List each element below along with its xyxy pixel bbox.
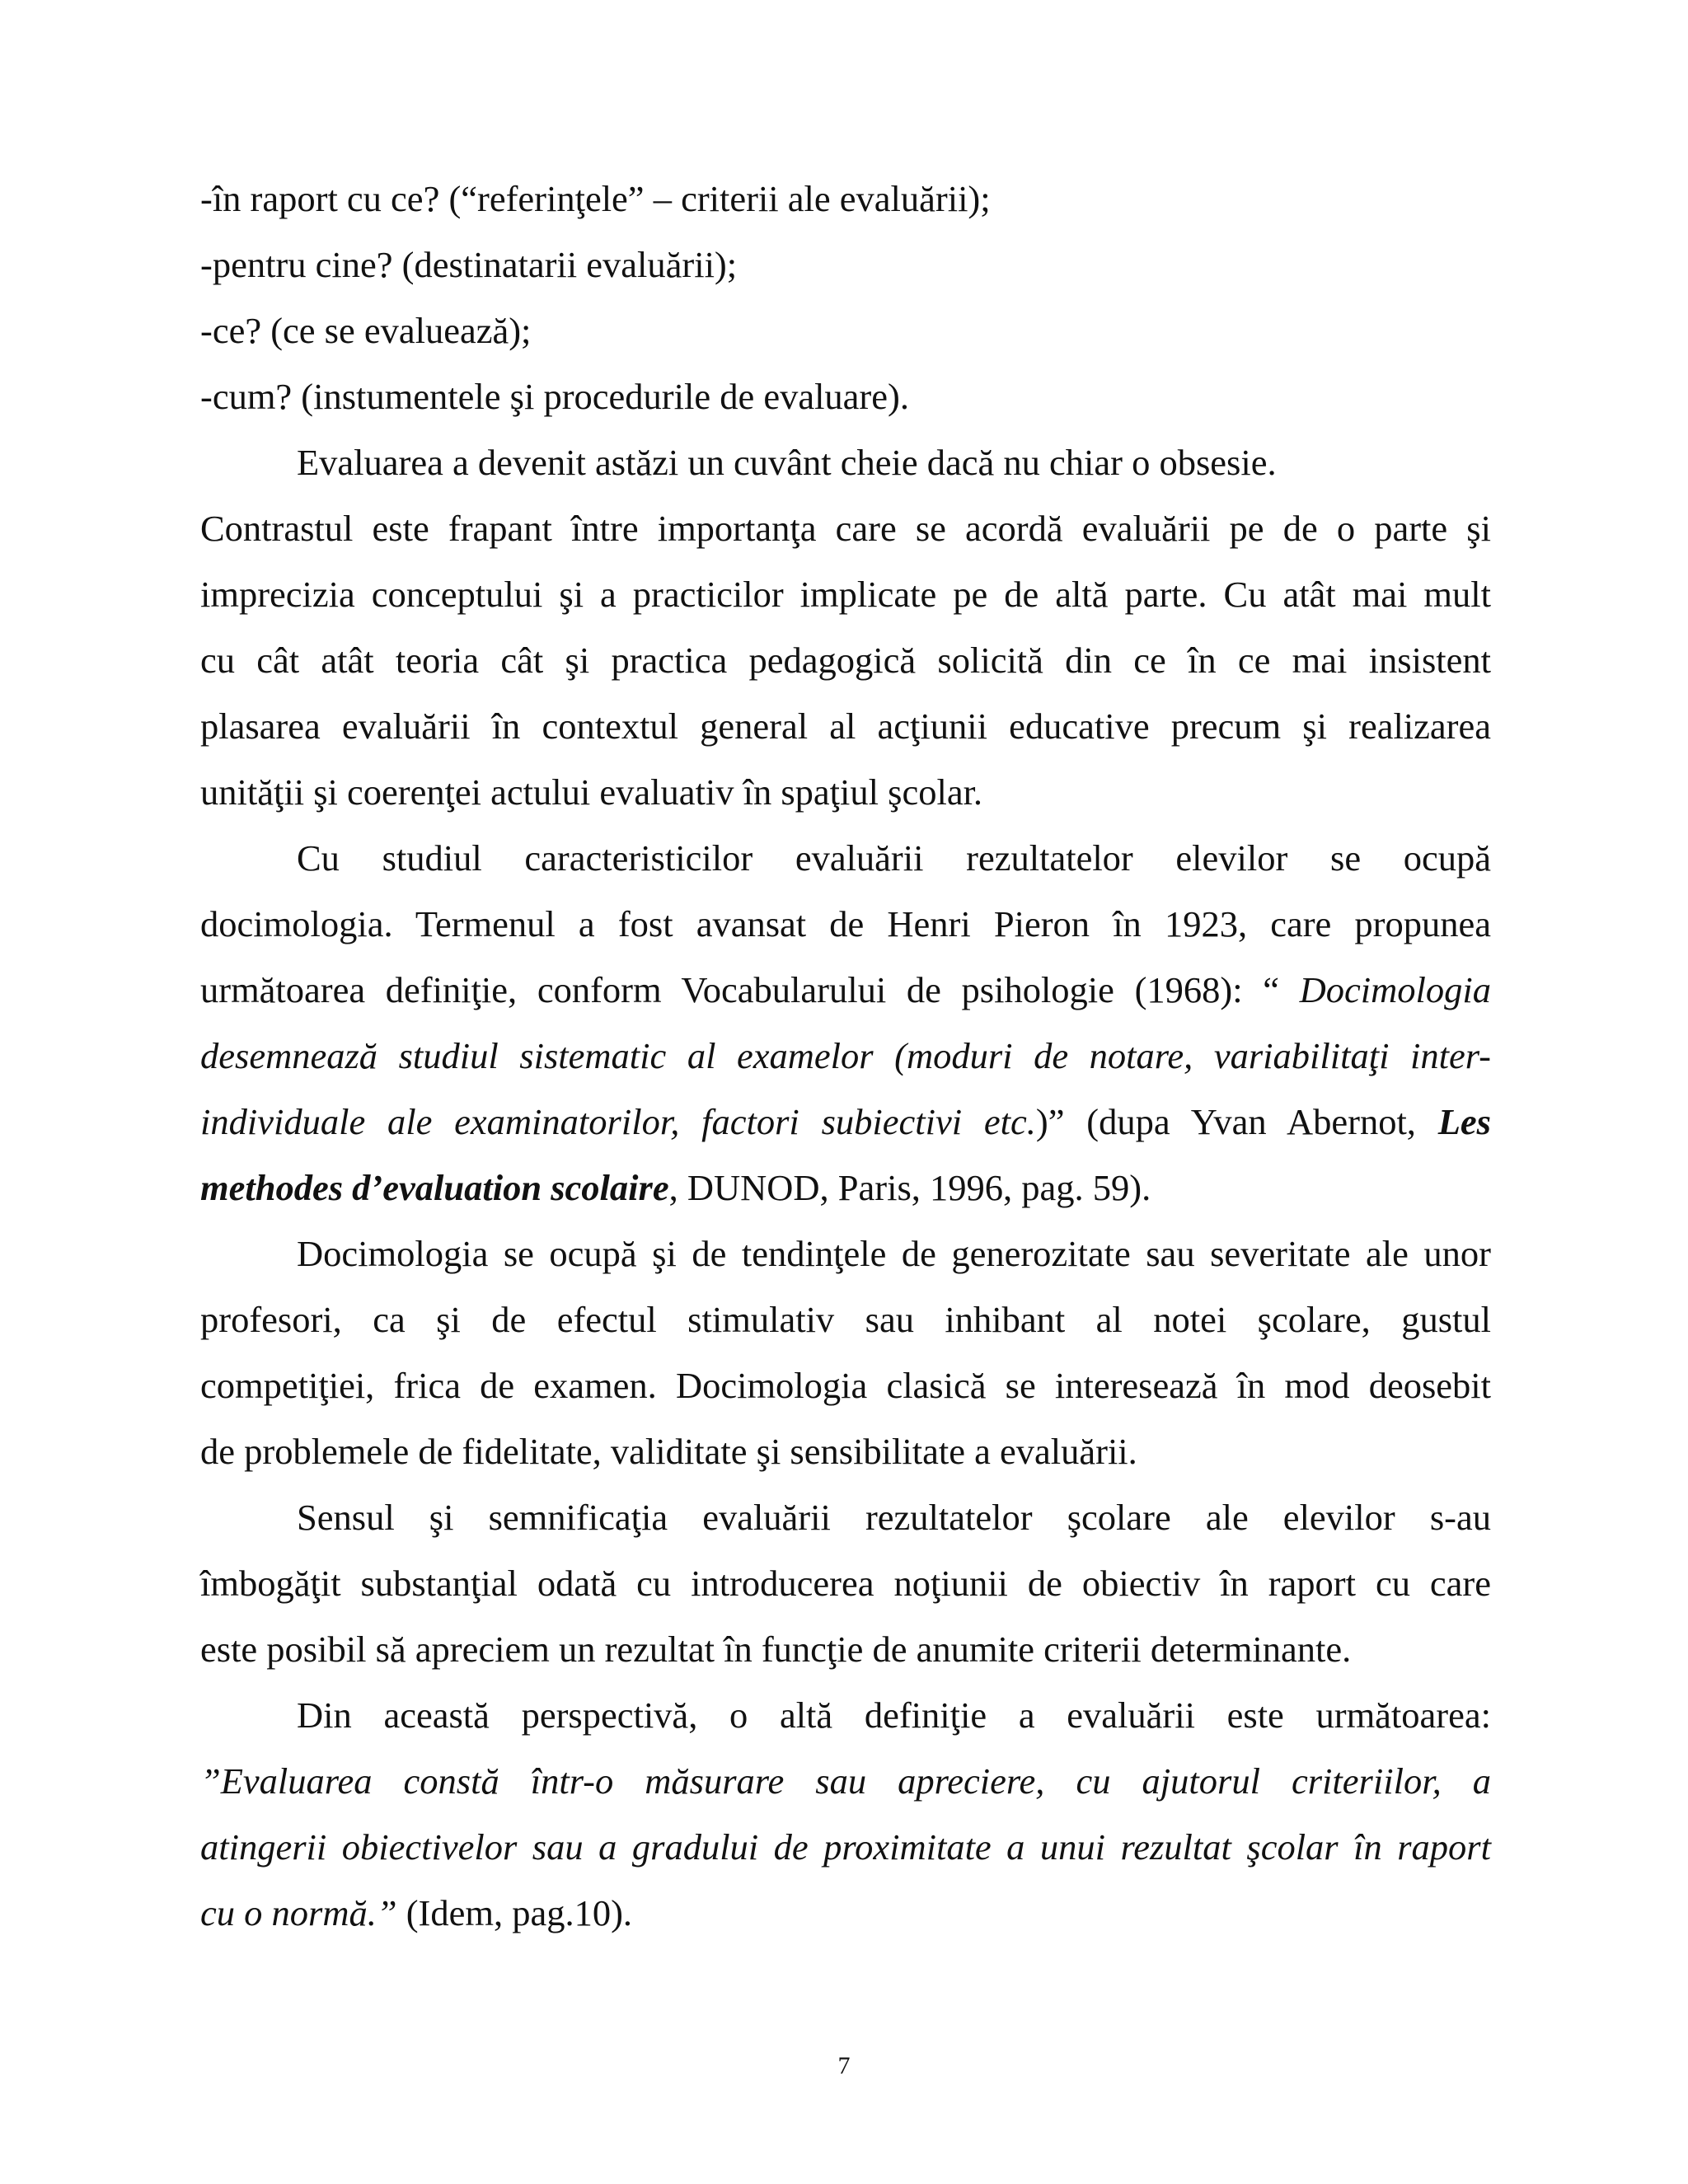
text-line-italic: desemnează studiul sistematic al examelor (moduri de notare, variabilitaţi inter- xyxy=(200,1035,1491,1076)
text-line: -în raport cu ce? (“referinţele” – criterii ale evaluării); xyxy=(200,178,991,219)
paragraph-first-line: Cu studiul caracteristicilor evaluării rezultatelor elevilor se ocupă xyxy=(297,837,1491,879)
text-line: este posibil să apreciem un rezultat în funcţie de anumite criterii determinante. xyxy=(200,1629,1352,1670)
text-line: îmbogăţit substanţial odată cu introducerea noţiunii de obiectiv în raport cu care xyxy=(200,1563,1491,1604)
paragraph-first-line: Evaluarea a devenit astăzi un cuvânt cheie dacă nu chiar o obsesie. xyxy=(297,442,1277,483)
text-line: individuale ale examinatorilor, factori subiectivi etc.)” (dupa Yvan Abernot, Les xyxy=(200,1101,1491,1142)
text-line: cu cât atât teoria cât şi practica pedagogică solicită din ce în ce mai insistent xyxy=(200,640,1491,681)
quote-italic: individuale ale examinatorilor, factori subiectivi etc. xyxy=(200,1101,1036,1142)
text-line: Contrastul este frapant între importanţa care se acordă evaluării pe de o parte şi xyxy=(200,508,1491,549)
book-title: methodes d’evaluation scolaire xyxy=(200,1167,669,1208)
paragraph-first-line: Din această perspectivă, o altă definiţie a evaluării este următoarea: xyxy=(297,1694,1491,1736)
text-line: cu o normă.” (Idem, pag.10). xyxy=(200,1892,633,1933)
text-line: methodes d’evaluation scolaire, DUNOD, Paris, 1996, pag. 59). xyxy=(200,1167,1151,1208)
book-title: Les xyxy=(1437,1101,1491,1142)
text-line-italic: atingerii obiectivelor sau a gradului de proximitate a unui rezultat şcolar în raport xyxy=(200,1826,1491,1868)
text-line: -cum? (instumentele şi procedurile de evaluare). xyxy=(200,376,909,417)
text-line: plasarea evaluării în contextul general al acţiunii educative precum şi realizarea xyxy=(200,705,1491,747)
text-line: competiţiei, frica de examen. Docimologia clasică se interesează în mod deosebit xyxy=(200,1365,1491,1406)
quote-italic: Docimologia xyxy=(1299,969,1491,1010)
paragraph-first-line: Sensul şi semnificaţia evaluării rezultatelor şcolare ale elevilor s-au xyxy=(297,1497,1491,1538)
text-line: -ce? (ce se evaluează); xyxy=(200,310,532,351)
text-line: de problemele de fidelitate, validitate şi sensibilitate a evaluării. xyxy=(200,1431,1137,1472)
text-line: imprecizia conceptului şi a practicilor implicate pe de altă parte. Cu atât mai mult xyxy=(200,574,1491,615)
paragraph-first-line: Docimologia se ocupă şi de tendinţele de generozitate sau severitate ale unor xyxy=(297,1233,1491,1274)
text-line: -pentru cine? (destinatarii evaluării); xyxy=(200,244,738,285)
text-line: profesori, ca şi de efectul stimulativ sau inhibant al notei şcolare, gustul xyxy=(200,1299,1491,1340)
text-line: docimologia. Termenul a fost avansat de Henri Pieron în 1923, care propunea xyxy=(200,903,1491,944)
quote-italic: cu o normă.” xyxy=(200,1892,397,1933)
text-line: următoarea definiţie, conform Vocabularului de psihologie (1968): “ Docimologia xyxy=(200,969,1491,1010)
text-line: unităţii şi coerenţei actului evaluativ în spaţiul şcolar. xyxy=(200,771,983,813)
page-number: 7 xyxy=(837,2052,851,2079)
text-line-italic: ”Evaluarea constă într-o măsurare sau apreciere, cu ajutorul criteriilor, a xyxy=(200,1760,1491,1802)
